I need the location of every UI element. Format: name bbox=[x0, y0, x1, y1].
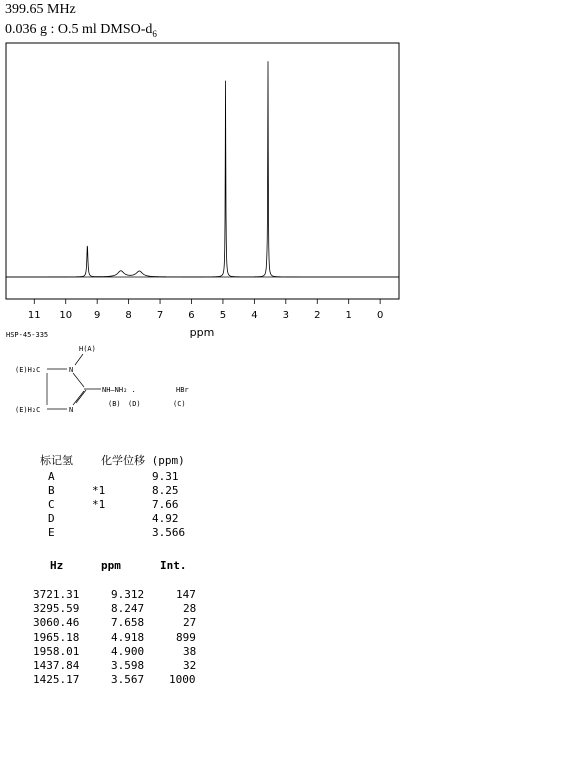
ch2-bottom-group: (E)H₂C bbox=[15, 406, 41, 414]
peak-cell-ppm: 9.312 bbox=[111, 588, 145, 601]
x-tick-label: 4 bbox=[251, 310, 258, 321]
peak-cell-hz: 1965.18 bbox=[33, 630, 80, 644]
b-label: (B) bbox=[108, 400, 121, 408]
assignment-label: A bbox=[48, 470, 55, 483]
spectrometer-frequency: 399.65 MHz bbox=[5, 2, 76, 17]
x-tick-label: 2 bbox=[314, 310, 321, 321]
peak-cell-int: 28 bbox=[183, 602, 197, 616]
assignment-label: E bbox=[48, 526, 55, 539]
d-label: (D) bbox=[128, 400, 141, 408]
peak-cell-hz: 3721.31 bbox=[33, 588, 80, 601]
peak-cell-hz: 1437.84 bbox=[33, 659, 80, 672]
n-c-bottom-bond bbox=[73, 391, 84, 405]
hydrazine-chain: NH—NH₂ . bbox=[102, 386, 136, 394]
x-tick-label: 3 bbox=[282, 310, 290, 321]
peak-cell-ppm: 8.247 bbox=[111, 602, 145, 616]
peak-cell-int: 27 bbox=[183, 616, 197, 630]
peak-cell-hz: 1958.01 bbox=[33, 644, 80, 658]
peak-cell-ppm: 3.598 bbox=[111, 659, 145, 672]
x-tick-label: 5 bbox=[219, 310, 227, 321]
n-c-bottom-double-bond bbox=[76, 390, 86, 403]
assignment-note: *1 bbox=[92, 498, 106, 511]
assignment-shift: 4.92 bbox=[152, 512, 179, 525]
peak-cell-ppm: 4.918 bbox=[111, 630, 145, 644]
x-tick-label: 0 bbox=[376, 310, 384, 321]
sample-subscript: 6 bbox=[152, 28, 157, 39]
sample-main: 0.036 g : O.5 ml DMSO-d bbox=[5, 22, 153, 37]
peak-cell-ppm: 3.567 bbox=[111, 673, 145, 687]
peak-cell-int: 147 bbox=[176, 588, 196, 601]
peak-cell-int: 32 bbox=[183, 659, 197, 672]
x-axis-label: ppm bbox=[189, 326, 215, 339]
peak-cell-hz: 3060.46 bbox=[33, 616, 80, 630]
assignment-label: B bbox=[48, 484, 55, 497]
peak-cell-hz: 3295.59 bbox=[33, 602, 80, 616]
x-tick-label: 11 bbox=[27, 310, 41, 321]
n-bottom-atom: N bbox=[69, 406, 74, 414]
x-tick-label: 1 bbox=[345, 310, 352, 321]
assignment-shift: 7.66 bbox=[152, 498, 179, 511]
nh-bond bbox=[75, 354, 83, 365]
assignment-shift: 3.566 bbox=[152, 526, 186, 539]
ch2-top-group: (E)H₂C bbox=[15, 366, 41, 374]
peak-cell-ppm: 7.658 bbox=[111, 616, 145, 630]
assignment-note: *1 bbox=[92, 484, 106, 497]
assignment-header-label: 标记氢 bbox=[40, 454, 73, 467]
assignment-label: C bbox=[48, 498, 55, 511]
peak-cell-int: 38 bbox=[183, 644, 197, 658]
assignment-header-shift: 化学位移 (ppm) bbox=[101, 454, 185, 467]
h-a-label: H(A) bbox=[79, 345, 96, 353]
assignment-label: D bbox=[48, 512, 55, 525]
peak-cell-ppm: 4.900 bbox=[111, 644, 145, 658]
x-tick-label: 9 bbox=[93, 310, 101, 321]
assignment-shift: 9.31 bbox=[152, 470, 179, 483]
x-tick-label: 10 bbox=[59, 310, 73, 321]
peak-header-int: Int. bbox=[160, 559, 187, 572]
peak-cell-int: 899 bbox=[176, 630, 196, 644]
c-label: (C) bbox=[173, 400, 186, 408]
sample-code: HSP-45-335 bbox=[6, 331, 49, 339]
x-tick-label: 8 bbox=[125, 310, 132, 321]
x-tick-label: 6 bbox=[188, 310, 195, 321]
hbr-label: HBr bbox=[176, 386, 189, 394]
peak-cell-hz: 1425.17 bbox=[33, 673, 80, 687]
peak-header-hz: Hz bbox=[50, 559, 64, 572]
assignment-shift: 8.25 bbox=[152, 484, 179, 497]
peak-header-ppm: ppm bbox=[101, 559, 121, 572]
peak-cell-int: 1000 bbox=[169, 673, 196, 687]
n-c-top-bond bbox=[73, 373, 84, 387]
x-tick-label: 7 bbox=[156, 310, 164, 321]
n-top-atom: N bbox=[69, 366, 74, 374]
